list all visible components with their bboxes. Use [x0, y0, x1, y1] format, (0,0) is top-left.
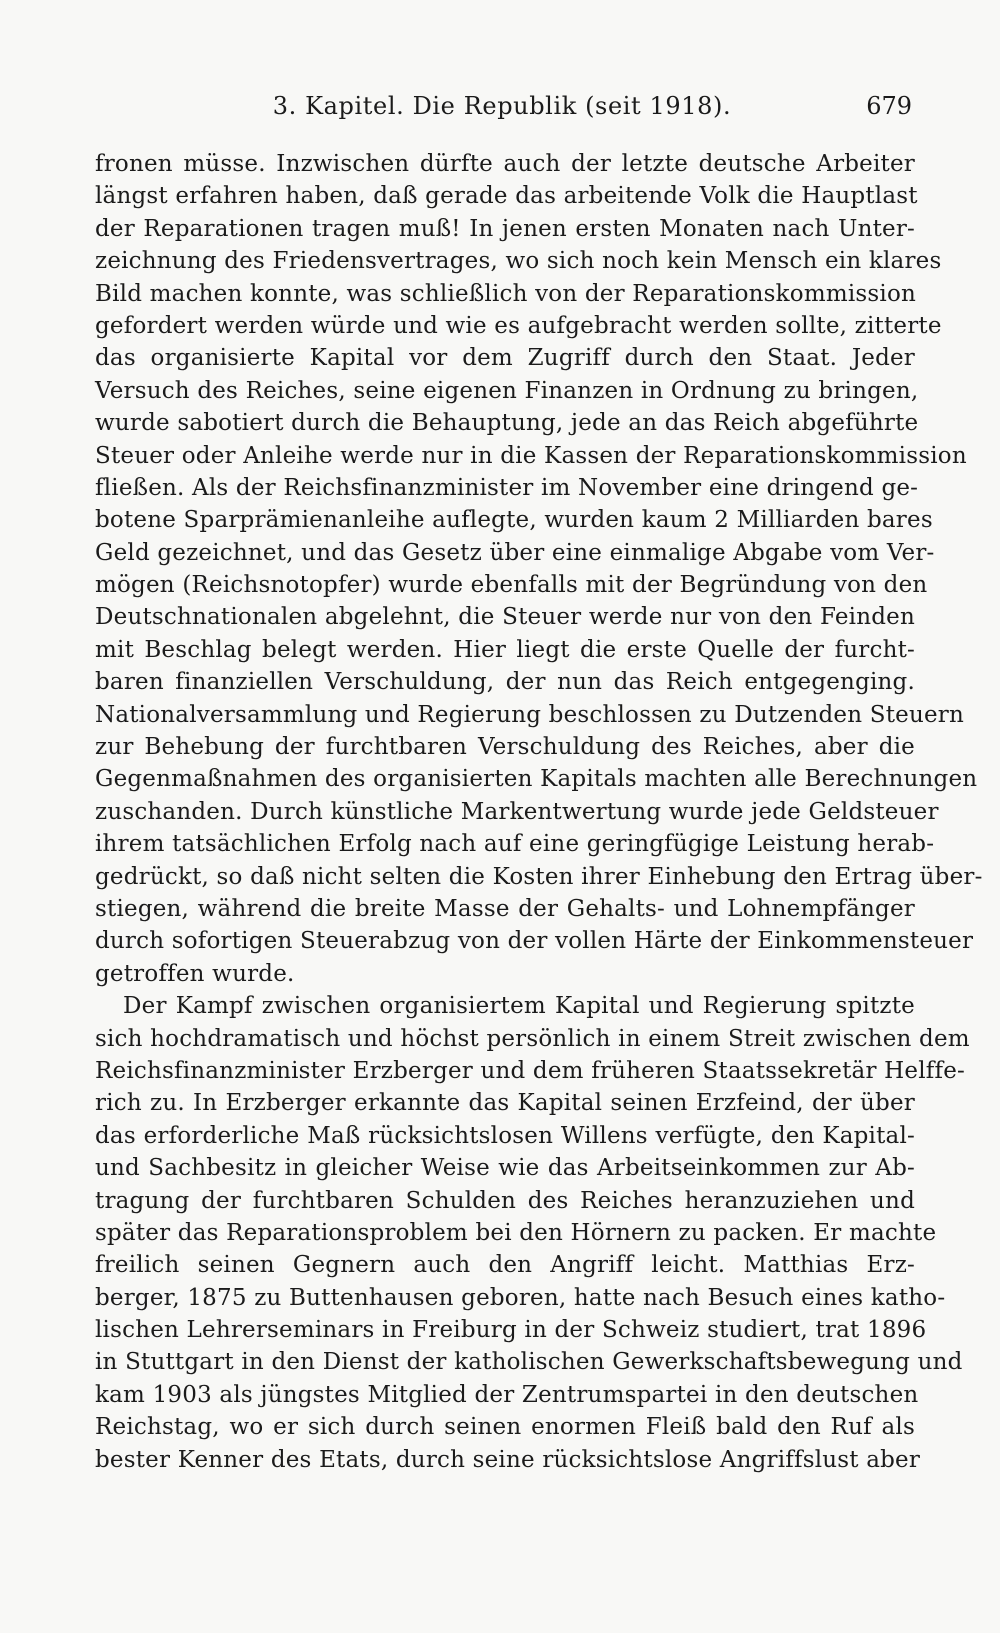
text-line: gedrückt, so daß nicht selten die Kosten ihrer Einhebung den Ertrag über- [95, 863, 983, 890]
text-line: Reichsfinanzminister Erzberger und dem früheren Staatssekretär Helffe- [95, 1057, 965, 1084]
text-line: das organisierte Kapital vor dem Zugriff durch den Staat. Jeder [95, 345, 915, 372]
text-line: botene Sparprämienanleihe auflegte, wurden kaum 2 Milliarden bares [95, 507, 933, 534]
text-line: wurde sabotiert durch die Behauptung, jede an das Reich abgeführte [95, 410, 919, 437]
text-line: gefordert werden würde und wie es aufgebracht werden sollte, zitterte [95, 312, 942, 339]
text-line: berger, 1875 zu Buttenhausen geboren, hatte nach Besuch eines katho- [95, 1284, 946, 1311]
text-line: lischen Lehrerseminars in Freiburg in der Schweiz studiert, trat 1896 [95, 1317, 927, 1344]
text-line: stiegen, während die breite Masse der Gehalts- und Lohnempfänger [95, 895, 915, 922]
text-line: getroffen wurde. [95, 960, 295, 987]
text-line: baren finanziellen Verschuldung, der nun das Reich entgegenging. [95, 669, 915, 696]
text-line: Der Kampf zwischen organisiertem Kapital und Regierung spitzte [123, 993, 915, 1020]
text-line: und Sachbesitz in gleicher Weise wie das Arbeitseinkommen zur Ab- [95, 1155, 915, 1182]
running-head: 3. Kapitel. Die Republik (seit 1918). [272, 92, 732, 120]
text-line: kam 1903 als jüngstes Mitglied der Zentrumspartei in den deutschen [95, 1381, 919, 1408]
text-line: Versuch des Reiches, seine eigenen Finanzen in Ordnung zu bringen, [95, 377, 919, 404]
text-line: mit Beschlag belegt werden. Hier liegt die erste Quelle der furcht- [95, 636, 915, 663]
text-line: das erforderliche Maß rücksichtslosen Willens verfügte, den Kapital- [95, 1122, 915, 1149]
text-line: fließen. Als der Reichsfinanzminister im November eine dringend ge- [95, 474, 919, 501]
text-line: freilich seinen Gegnern auch den Angriff leicht. Matthias Erz- [95, 1252, 915, 1279]
text-line: Reichstag, wo er sich durch seinen enormen Fleiß bald den Ruf als [95, 1414, 915, 1441]
text-line: Bild machen konnte, was schließlich von der Reparationskommission [95, 280, 917, 307]
text-line: später das Reparationsproblem bei den Hörnern zu packen. Er machte [95, 1219, 937, 1246]
text-line: durch sofortigen Steuerabzug von der vollen Härte der Einkommensteuer [95, 928, 974, 955]
text-line: fronen müsse. Inzwischen dürfte auch der letzte deutsche Arbeiter [95, 151, 915, 177]
text-line: mögen (Reichsnotopfer) wurde ebenfalls mit der Begründung von den [95, 572, 928, 599]
text-line: Steuer oder Anleihe werde nur in die Kassen der Reparationskommission [95, 442, 967, 469]
text-line: zuschanden. Durch künstliche Markentwertung wurde jede Geldsteuer [95, 798, 939, 825]
text-line: bester Kenner des Etats, durch seine rücksichtslose Angriffslust aber [95, 1446, 921, 1473]
page-number: 679 [866, 92, 912, 120]
text-line: der Reparationen tragen muß! In jenen ersten Monaten nach Unter- [95, 215, 915, 242]
text-line: rich zu. In Erzberger erkannte das Kapital seinen Erzfeind, der über [95, 1090, 915, 1117]
text-line: zeichnung des Friedensvertrages, wo sich noch kein Mensch ein klares [95, 248, 942, 275]
text-line: ihrem tatsächlichen Erfolg nach auf eine geringfügige Leistung herab- [95, 831, 935, 858]
text-line: in Stuttgart in den Dienst der katholischen Gewerkschaftsbewegung und [95, 1349, 963, 1376]
text-line: Geld gezeichnet, und das Gesetz über eine einmalige Abgabe vom Ver- [95, 539, 935, 566]
text-line: tragung der furchtbaren Schulden des Reiches heranzuziehen und [95, 1187, 915, 1214]
text-line: Deutschnationalen abgelehnt, die Steuer werde nur von den Feinden [95, 604, 915, 631]
text-line: Nationalversammlung und Regierung beschlossen zu Dutzenden Steuern [95, 701, 965, 728]
text-line: Gegenmaßnahmen des organisierten Kapitals machten alle Berechnungen [95, 766, 978, 793]
text-line: sich hochdramatisch und höchst persönlich in einem Streit zwischen dem [95, 1025, 970, 1052]
text-line: längst erfahren haben, daß gerade das arbeitende Volk die Hauptlast [95, 183, 918, 210]
page-header [92, 86, 912, 126]
text-line: zur Behebung der furchtbaren Verschuldung des Reiches, aber die [95, 734, 915, 761]
body-text [95, 148, 983, 1476]
